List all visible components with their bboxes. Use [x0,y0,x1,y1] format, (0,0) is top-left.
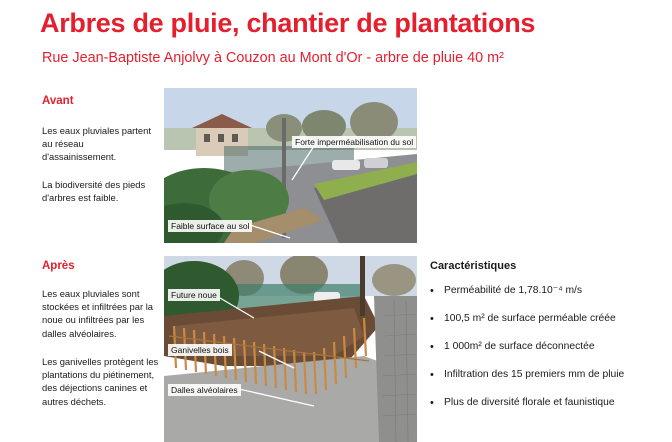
list-item: • 1 000m² de surface déconnectée [430,341,595,353]
avant-paragraph-1: Les eaux pluviales partent au réseau d'assainissement. [42,125,151,163]
bullet-icon: • [430,313,434,325]
avant-paragraph-2: La biodiversité des pieds d'arbres est faible. [42,179,146,204]
list-item: • Plus de diversité florale et faunistique [430,397,615,409]
list-item: • Perméabilité de 1,78.10⁻⁴ m/s [430,285,583,297]
label-forte-impermeabilisation: Forte imperméabilisation du sol [292,136,416,148]
list-item: • Infiltration des 15 premiers mm de pluie [430,369,625,381]
caracteristiques-heading: Caractéristiques [430,260,517,272]
label-dalles-alveolaires: Dalles alvéolaires [168,384,241,396]
apres-paragraph-2: Les ganivelles protègent les plantations du piétinement, des déjections canines et autres déchets. [42,356,159,407]
avant-photo [164,88,417,243]
bullet-icon: • [430,341,434,353]
label-ganivelles-bois: Ganivelles bois [168,344,232,356]
page-title: Arbres de pluie, chantier de plantations [40,8,536,38]
list-item: • 100,5 m² de surface perméable créée [430,313,616,325]
page-subtitle: Rue Jean-Baptiste Anjolvy à Couzon au Mont d'Or - arbre de pluie 40 m² [42,50,504,66]
bullet-icon: • [430,285,434,297]
label-faible-surface: Faible surface au sol [168,220,252,232]
apres-heading: Après [42,260,75,272]
caracteristiques-list [430,285,670,425]
avant-heading: Avant [42,95,74,107]
label-future-noue: Future noue [168,289,220,301]
bullet-icon: • [430,369,434,381]
apres-paragraph-1: Les eaux pluviales sont stockées et infiltrées par la noue ou infiltrées par les dalles alvéolaires. [42,288,153,339]
apres-photo [164,256,417,442]
bullet-icon: • [430,397,434,409]
